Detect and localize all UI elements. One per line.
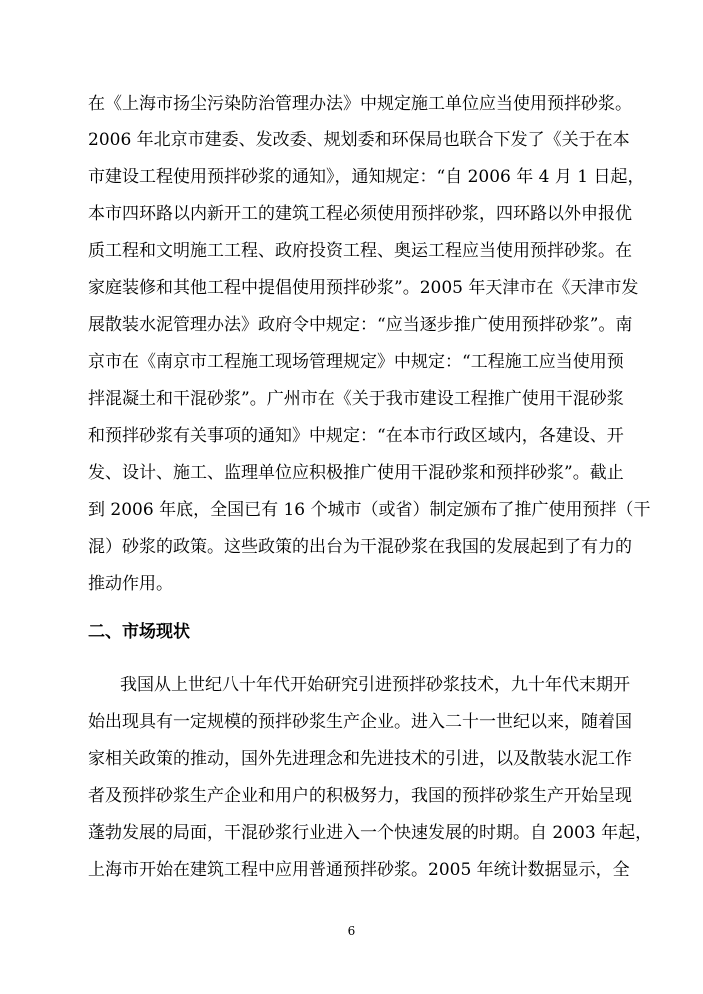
paragraph-2-line-2: 始出现具有一定规模的预拌砂浆生产企业。进入二十一世纪以来，随着国 bbox=[88, 712, 632, 732]
paragraph-1-line-8: 京市在《南京市工程施工现场管理规定》中规定：“工程施工应当使用预 bbox=[88, 352, 624, 372]
paragraph-2-line-5: 蓬勃发展的局面，干混砂浆行业进入一个快速发展的时期。自 2003 年起， bbox=[88, 823, 653, 843]
paragraph-1-line-7: 展散装水泥管理办法》政府令中规定：“应当逐步推广使用预拌砂浆”。南 bbox=[88, 315, 633, 335]
paragraph-1-line-6: 家庭装修和其他工程中提倡使用预拌砂浆”。2005 年天津市在《天津市发 bbox=[88, 278, 639, 298]
page-number: 6 bbox=[347, 924, 356, 938]
paragraph-1-line-1: 在《上海市扬尘污染防治管理办法》中规定施工单位应当使用预拌砂浆。 bbox=[88, 94, 632, 114]
paragraph-2-line-6: 上海市开始在建筑工程中应用普通预拌砂浆。2005 年统计数据显示，全 bbox=[88, 860, 630, 880]
section-heading: 二、市场现状 bbox=[88, 622, 190, 642]
paragraph-1-line-5: 质工程和文明施工工程、政府投资工程、奥运工程应当使用预拌砂浆。在 bbox=[88, 241, 632, 261]
paragraph-2-line-3: 家相关政策的推动，国外先进理念和先进技术的引进，以及散装水泥工作 bbox=[88, 749, 632, 769]
paragraph-1-line-12: 到 2006 年底，全国已有 16 个城市（或省）制定颁布了推广使用预拌（干 bbox=[88, 500, 651, 520]
paragraph-1-line-4: 本市四环路以内新开工的建筑工程必须使用预拌砂浆，四环路以外申报优 bbox=[88, 204, 632, 224]
paragraph-2-line-4: 者及预拌砂浆生产企业和用户的积极努力，我国的预拌砂浆生产开始呈现 bbox=[88, 786, 632, 806]
paragraph-2-line-1: 我国从上世纪八十年代开始研究引进预拌砂浆技术，九十年代末期开 bbox=[120, 675, 630, 695]
paragraph-1-line-2: 2006 年北京市建委、发改委、规划委和环保局也联合下发了《关于在本 bbox=[88, 130, 630, 150]
paragraph-1-line-9: 拌混凝土和干混砂浆”。广州市在《关于我市建设工程推广使用干混砂浆 bbox=[88, 389, 624, 409]
paragraph-1-line-11: 发、设计、施工、监理单位应积极推广使用干混砂浆和预拌砂浆”。截止 bbox=[88, 463, 624, 483]
paragraph-1-line-10: 和预拌砂浆有关事项的通知》中规定：“在本市行政区域内，各建设、开 bbox=[88, 426, 624, 446]
paragraph-1-line-13: 混）砂浆的政策。这些政策的出台为干混砂浆在我国的发展起到了有力的 bbox=[88, 537, 632, 557]
paragraph-1-line-3: 市建设工程使用预拌砂浆的通知》，通知规定：“自 2006 年 4 月 1 日起， bbox=[88, 167, 645, 187]
paragraph-1-line-14: 推动作用。 bbox=[88, 574, 173, 594]
